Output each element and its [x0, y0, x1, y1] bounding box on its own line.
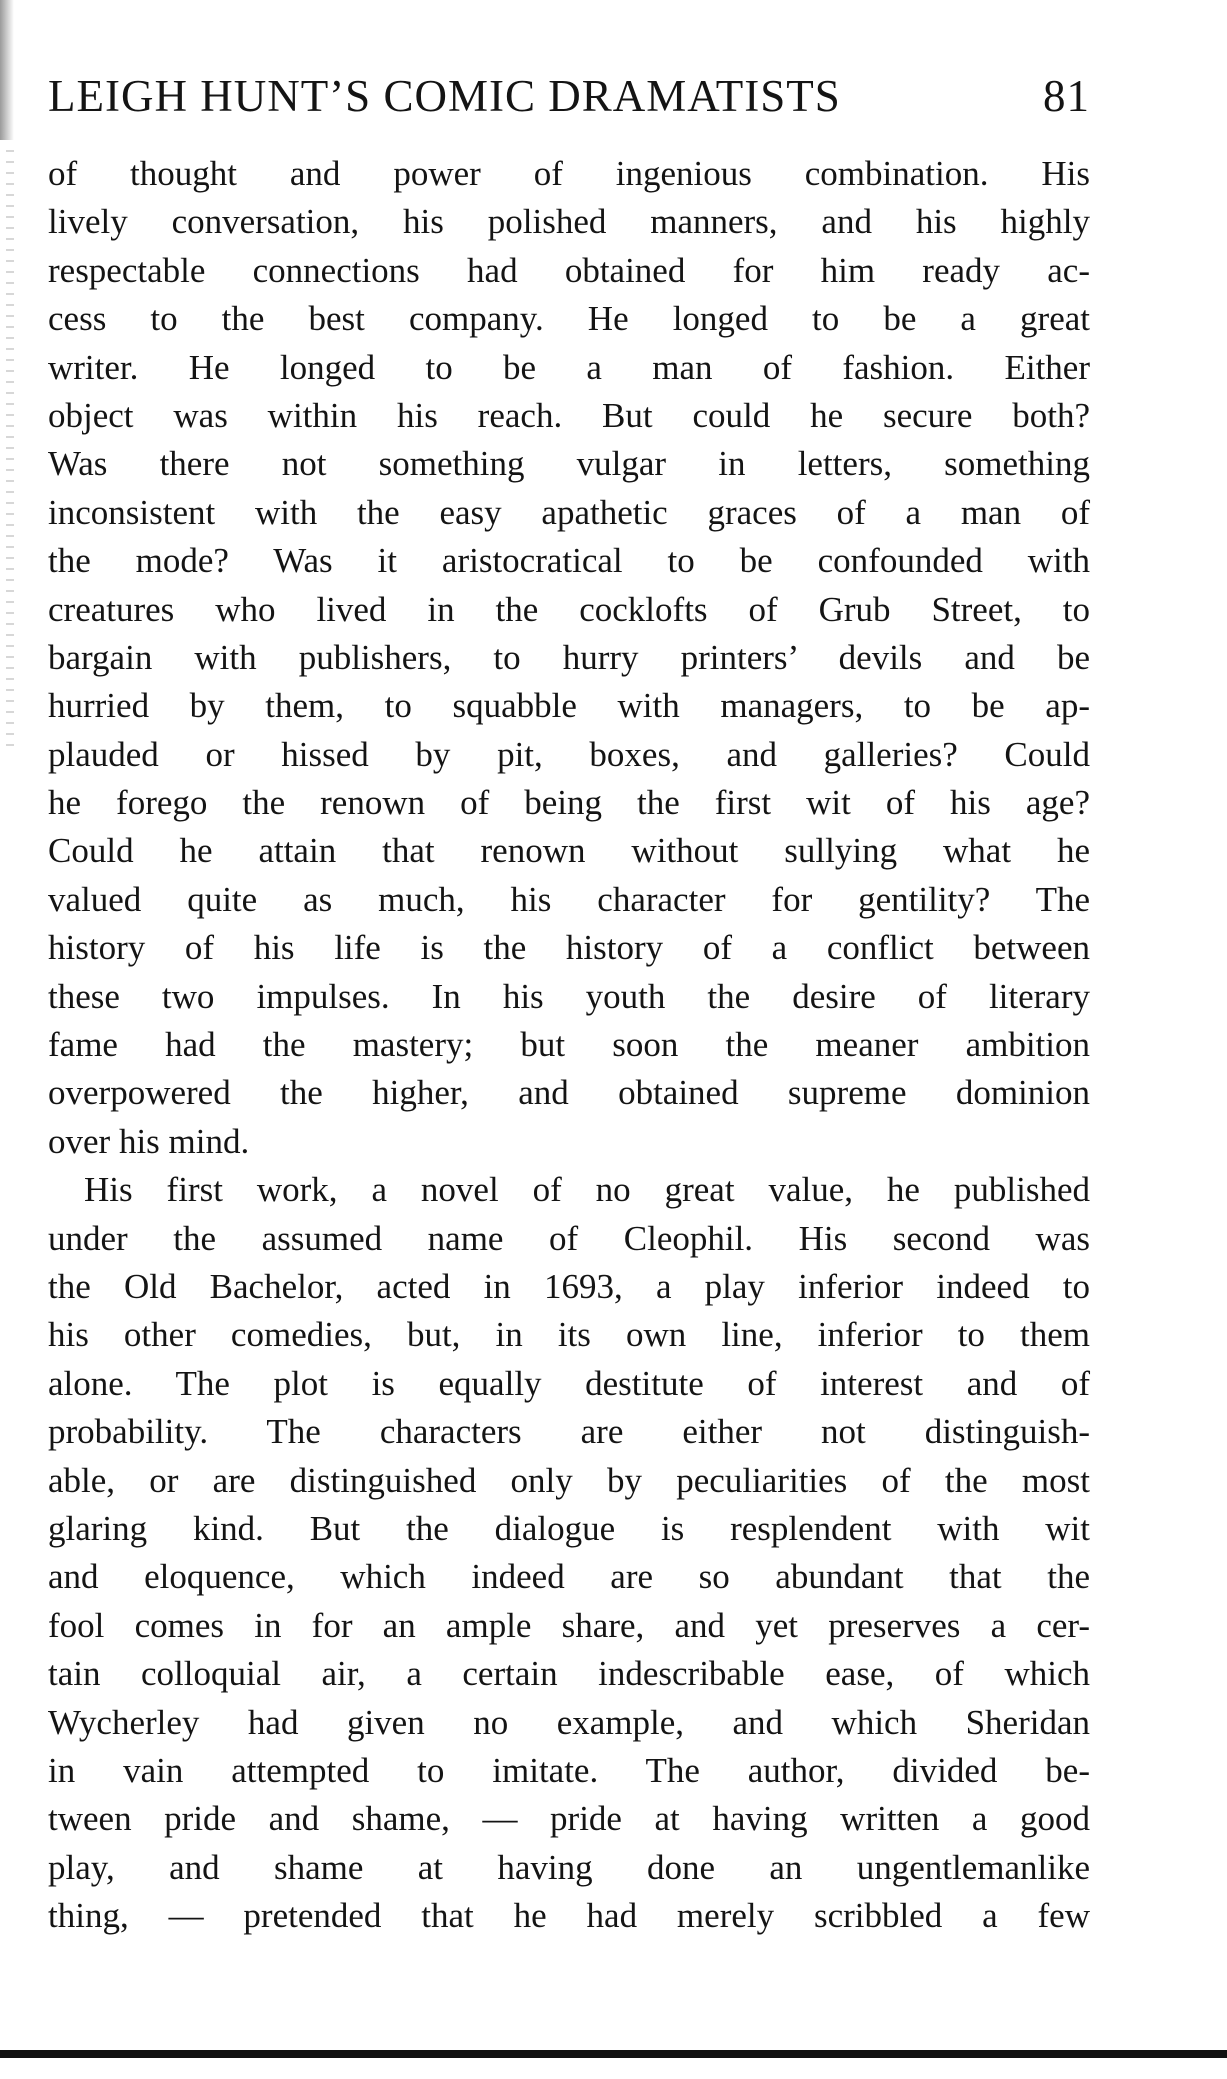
text-line: thing, — pretended that he had merely scribbled a few — [48, 1896, 1090, 1936]
text-line: plauded or hissed by pit, boxes, and galleries? Could — [48, 734, 1090, 774]
text-line: his other comedies, but, in its own line, inferior to them — [48, 1315, 1090, 1355]
text-line: able, or are distinguished only by peculiarities of the most — [48, 1460, 1090, 1500]
text-line: probability. The characters are either not distinguish- — [48, 1412, 1090, 1452]
bottom-rule — [0, 2050, 1227, 2058]
text-line: fool comes in for an ample share, and yet preserves a cer- — [48, 1605, 1090, 1645]
text-line: these two impulses. In his youth the desire of literary — [48, 976, 1090, 1016]
text-line: valued quite as much, his character for gentility? The — [48, 879, 1090, 919]
text-line: hurried by them, to squabble with managers, to be ap- — [48, 686, 1090, 726]
text-line: the Old Bachelor, acted in 1693, a play inferior indeed to — [48, 1266, 1090, 1306]
text-line: fame had the mastery; but soon the meaner ambition — [48, 1025, 1090, 1065]
text-line: in vain attempted to imitate. The author, divided be- — [48, 1750, 1090, 1790]
text-line: glaring kind. But the dialogue is resplendent with wit — [48, 1508, 1090, 1548]
text-line: of thought and power of ingenious combination. His — [48, 154, 1090, 193]
paragraph-1 — [48, 150, 1090, 1166]
text-line: object was within his reach. But could he secure both? — [48, 395, 1090, 435]
running-head-title: LEIGH HUNT’S COMIC DRAMATISTS — [48, 71, 841, 121]
text-line: writer. He longed to be a man of fashion. Either — [48, 347, 1090, 387]
text-line: inconsistent with the easy apathetic graces of a man of — [48, 492, 1090, 532]
text-line: under the assumed name of Cleophil. His second was — [48, 1218, 1090, 1258]
text-line: Could he attain that renown without sullying what he — [48, 831, 1090, 871]
text-line: he forego the renown of being the first wit of his age? — [48, 783, 1090, 823]
text-line: history of his life is the history of a conflict between — [48, 928, 1090, 968]
text-line: and eloquence, which indeed are so abundant that the — [48, 1557, 1090, 1597]
body-text — [48, 150, 1090, 1940]
text-line: creatures who lived in the cocklofts of Grub Street, to — [48, 589, 1090, 629]
page-number: 81 — [1043, 71, 1090, 121]
text-line: overpowered the higher, and obtained supreme dominion — [48, 1073, 1090, 1113]
text-line: alone. The plot is equally destitute of interest and of — [48, 1363, 1090, 1403]
running-head — [48, 66, 1090, 126]
text-line: Wycherley had given no example, and which Sheridan — [48, 1702, 1090, 1742]
text-line: bargain with publishers, to hurry printers’ devils and be — [48, 637, 1090, 677]
text-line: tween pride and shame, — pride at having written a good — [48, 1799, 1090, 1839]
text-line: respectable connections had obtained for him ready ac- — [48, 250, 1090, 290]
text-line: lively conversation, his polished manners, and his highly — [48, 202, 1090, 242]
text-line: play, and shame at having done an ungentlemanlike — [48, 1847, 1090, 1887]
text-line: tain colloquial air, a certain indescribable ease, of which — [48, 1654, 1090, 1694]
binding-speckle — [6, 150, 14, 750]
text-line: the mode? Was it aristocratical to be confounded with — [48, 541, 1090, 581]
text-line: over his mind. — [48, 1121, 250, 1161]
text-line: cess to the best company. He longed to be a great — [48, 299, 1090, 339]
binding-shadow — [0, 0, 14, 140]
paragraph-2 — [48, 1166, 1090, 1940]
text-line: Was there not something vulgar in letters, something — [48, 444, 1090, 484]
text-line: His first work, a novel of no great value, he published — [84, 1170, 1090, 1210]
